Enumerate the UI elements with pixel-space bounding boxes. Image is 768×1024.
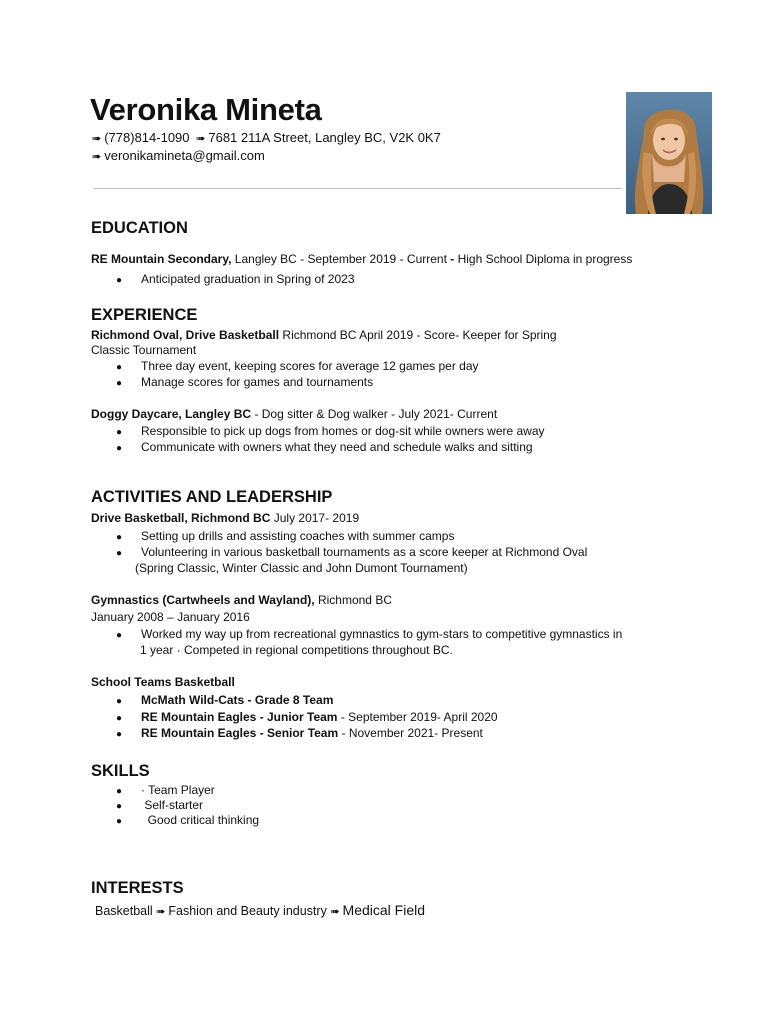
list-item <box>116 545 587 559</box>
skill-text: Good critical thinking <box>141 813 260 827</box>
team-name: RE Mountain Eagles - Junior Team <box>141 710 338 724</box>
bullet-icon: ● <box>116 532 123 543</box>
bullet-icon: ● <box>116 801 123 812</box>
list-item-text: Worked my way up from recreational gymnastics to gym-stars to competitive gymnastics in <box>141 627 623 641</box>
interest-item: Medical Field <box>342 902 426 918</box>
team-dates: - November 2021- Present <box>338 726 483 740</box>
education-school-line <box>91 252 632 266</box>
activity-dates: July 2017- 2019 <box>270 511 360 525</box>
contact-line-1 <box>92 130 441 145</box>
profile-photo <box>626 92 712 214</box>
list-item <box>116 359 479 373</box>
candidate-name: Veronika Mineta <box>90 92 322 127</box>
team-name: RE Mountain Eagles - Senior Team <box>141 726 339 740</box>
section-title-skills: SKILLS <box>91 762 150 780</box>
skill-text: Self-starter <box>141 798 204 812</box>
list-item-text: Setting up drills and assisting coaches with summer camps <box>141 529 455 543</box>
header-divider <box>94 188 622 189</box>
list-item-text: Responsible to pick up dogs from homes or dog-sit while owners were away <box>141 424 545 438</box>
arrow-icon: ➠ <box>196 133 206 145</box>
interest-item: Basketball <box>95 904 153 918</box>
bullet-icon: ● <box>116 548 123 559</box>
activity-dates: January 2008 – January 2016 <box>91 610 250 624</box>
list-item-text: Three day event, keeping scores for average 12 games per day <box>141 359 479 373</box>
activity-org: Gymnastics (Cartwheels and Wayland), <box>91 593 315 607</box>
bullet-icon: ● <box>116 275 123 286</box>
bullet-icon: ● <box>116 378 123 389</box>
list-item <box>116 813 259 827</box>
list-item-text: Anticipated graduation in Spring of 2023 <box>141 272 355 286</box>
job-org: Richmond Oval, Drive Basketball <box>91 328 280 342</box>
list-item <box>116 440 533 454</box>
list-item-text: Volunteering in various basketball tournaments as a score keeper at Richmond Oval <box>141 545 588 559</box>
bullet-icon: ● <box>116 427 123 438</box>
activity-drive-basketball <box>91 511 359 525</box>
activity-org: Drive Basketball, Richmond BC <box>91 511 271 525</box>
interest-item: Fashion and Beauty industry <box>168 904 327 918</box>
job-details-continued: Classic Tournament <box>91 343 197 357</box>
list-item <box>116 798 203 812</box>
school-name: RE Mountain Secondary, <box>91 252 232 266</box>
job-richmond-oval <box>91 328 557 342</box>
section-title-experience: EXPERIENCE <box>91 306 198 324</box>
bullet-icon: ● <box>116 696 123 707</box>
contact-line-2 <box>92 148 265 163</box>
job-details: Richmond BC April 2019 - Score- Keeper for Spring <box>279 328 557 342</box>
bullet-icon: ● <box>116 630 123 641</box>
phone-number: (778)814-1090 <box>104 130 190 145</box>
activity-gymnastics <box>91 593 392 607</box>
bullet-icon: ● <box>116 362 123 373</box>
email-address: veronikamineta@gmail.com <box>104 148 265 163</box>
school-teams-heading: School Teams Basketball <box>91 675 235 689</box>
activity-location: Richmond BC <box>314 593 392 607</box>
bullet-icon: ● <box>116 786 123 797</box>
list-item-continued: 1 year · Competed in regional competitions throughout BC. <box>140 643 453 657</box>
job-org: Doggy Daycare, Langley BC <box>91 407 252 421</box>
skill-text: · Team Player <box>141 783 215 797</box>
team-dates: - September 2019- April 2020 <box>337 710 498 724</box>
list-item <box>116 272 355 286</box>
section-title-education: EDUCATION <box>91 219 188 237</box>
list-item <box>116 627 622 641</box>
list-item <box>116 693 333 707</box>
bullet-icon: ● <box>116 713 123 724</box>
diploma-status: High School Diploma in progress <box>454 252 633 266</box>
team-name: McMath Wild-Cats - Grade 8 Team <box>141 693 334 707</box>
arrow-icon: ➠ <box>92 133 102 145</box>
list-item <box>116 783 215 797</box>
job-doggy-daycare <box>91 407 497 421</box>
list-item-text: Manage scores for games and tournaments <box>141 375 374 389</box>
list-item <box>116 375 373 389</box>
job-details: - Dog sitter & Dog walker - July 2021- Current <box>251 407 498 421</box>
list-item <box>116 710 498 724</box>
bullet-icon: ● <box>116 816 123 827</box>
arrow-icon: ➠ <box>92 151 102 163</box>
list-item-continued: (Spring Classic, Winter Classic and John Dumont Tournament) <box>135 561 468 575</box>
arrow-icon: ➠ <box>156 906 166 918</box>
bullet-icon: ● <box>116 443 123 454</box>
list-item <box>116 529 454 543</box>
bullet-icon: ● <box>116 729 123 740</box>
list-item <box>116 726 483 740</box>
interests-line <box>95 902 425 918</box>
separator: - <box>450 252 455 266</box>
section-title-interests: INTERESTS <box>91 879 184 897</box>
list-item-text: Communicate with owners what they need and schedule walks and sitting <box>141 440 533 454</box>
list-item <box>116 424 545 438</box>
school-details: Langley BC - September 2019 - Current <box>231 252 451 266</box>
address: 7681 211A Street, Langley BC, V2K 0K7 <box>208 130 441 145</box>
arrow-icon: ➠ <box>330 906 340 918</box>
section-title-activities: ACTIVITIES AND LEADERSHIP <box>91 488 333 506</box>
